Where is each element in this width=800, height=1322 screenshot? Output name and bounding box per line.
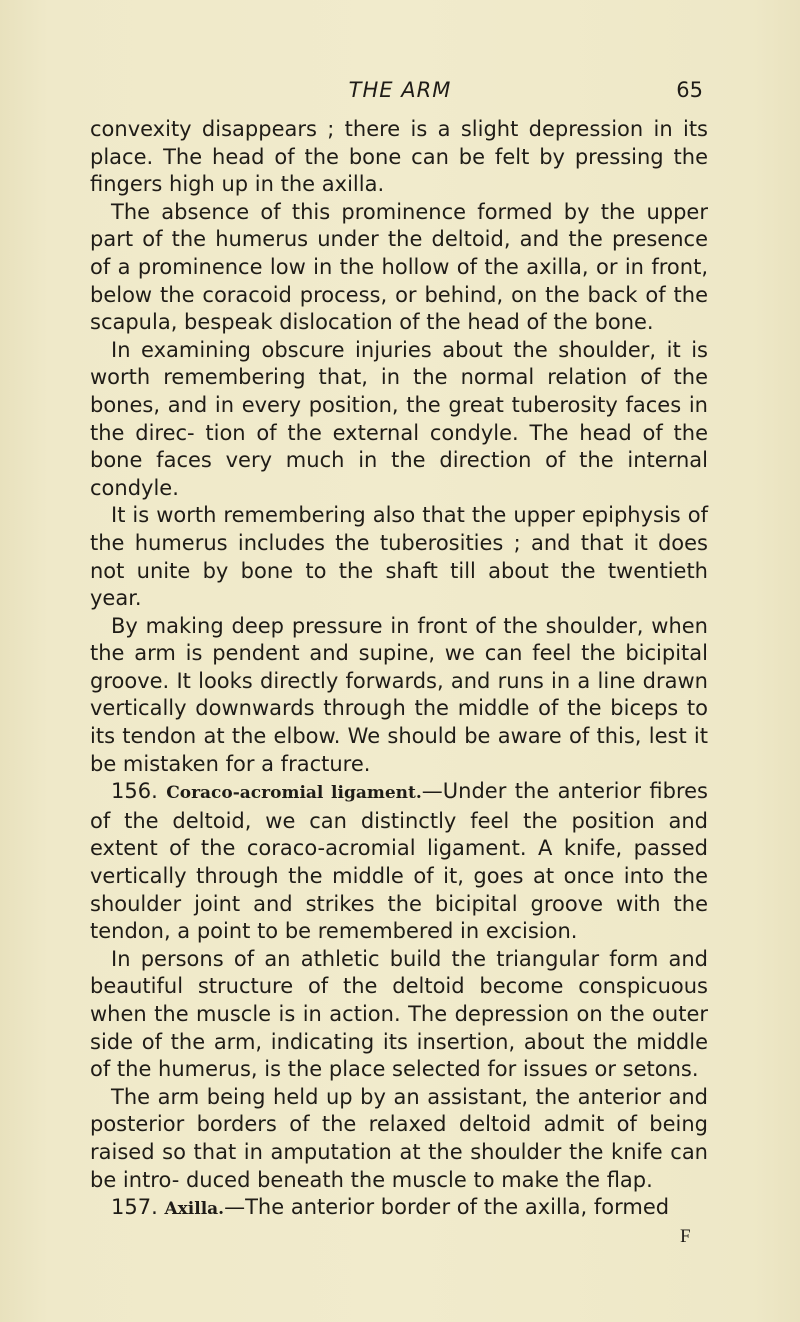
paragraph: By making deep pressure in front of the shoulder, when the arm is pendent and supine, we can feel the bicipital groove. It looks directly forwards, and runs in a line drawn vertically downwards through the middle of the biceps to its tendon at the elbow. We should be aware of this, lest it be mistaken for a fracture. bbox=[90, 613, 708, 776]
section-text: —The anterior border of the axilla, formed bbox=[224, 1195, 670, 1220]
paragraph: In examining obscure injuries about the shoulder, it is worth remembering that, in the normal relation of the bones, and in every position, the great tuberosity faces in the direc- tion of the external condyle. The head of the bone faces very much in the direction of the internal condyle. bbox=[90, 337, 708, 500]
signature-mark: F bbox=[680, 1226, 691, 1247]
section-number: 157. bbox=[111, 1195, 158, 1220]
section-number: 156. bbox=[111, 779, 158, 804]
page-header bbox=[0, 78, 800, 108]
section-157-paragraph bbox=[90, 1194, 708, 1224]
page-number: 65 bbox=[676, 78, 703, 102]
paragraph: In persons of an athletic build the triangular form and beautiful structure of the deltoid become conspicuous when the muscle is in action. The depression on the outer side of the arm, indicating its insertion, about the middle of the humerus, is the place selected for issues or setons. bbox=[90, 946, 708, 1082]
paragraph: convexity disappears ; there is a slight depression in its place. The head of the bone can be felt by pressing the fingers high up in the axilla. bbox=[90, 117, 708, 197]
section-title: Coraco-acromial ligament. bbox=[166, 783, 422, 804]
paragraph: The arm being held up by an assistant, the anterior and posterior borders of the relaxed deltoid admit of being raised so that in amputation at the shoulder the knife can be intro- duced beneath the muscle to make the flap. bbox=[90, 1084, 708, 1192]
paragraph: The absence of this prominence formed by the upper part of the humerus under the deltoid, and the presence of a prominence low in the hollow of the axilla, or in front, below the coracoid process, or behind, on the back of the scapula, bespeak dislocation of the head of the bone. bbox=[90, 199, 708, 335]
paragraph: It is worth remembering also that the upper epiphysis of the humerus includes the tuberosities ; and that it does not unite by bone to the shaft till about the twentieth year. bbox=[90, 503, 708, 611]
body-text bbox=[90, 116, 708, 1224]
section-title: Axilla. bbox=[164, 1199, 225, 1220]
section-text: —Under the anterior fibres of the deltoid, we can distinctly feel the position and extent of the coraco-acromial ligament. A knife, passed vertically through the middle of it, goes at once into the shoulder joint and strikes the bicipital groove with the tendon, a point to be remembered in excision. bbox=[90, 779, 708, 944]
section-156-paragraph bbox=[90, 778, 708, 946]
running-head: THE ARM bbox=[348, 78, 452, 102]
